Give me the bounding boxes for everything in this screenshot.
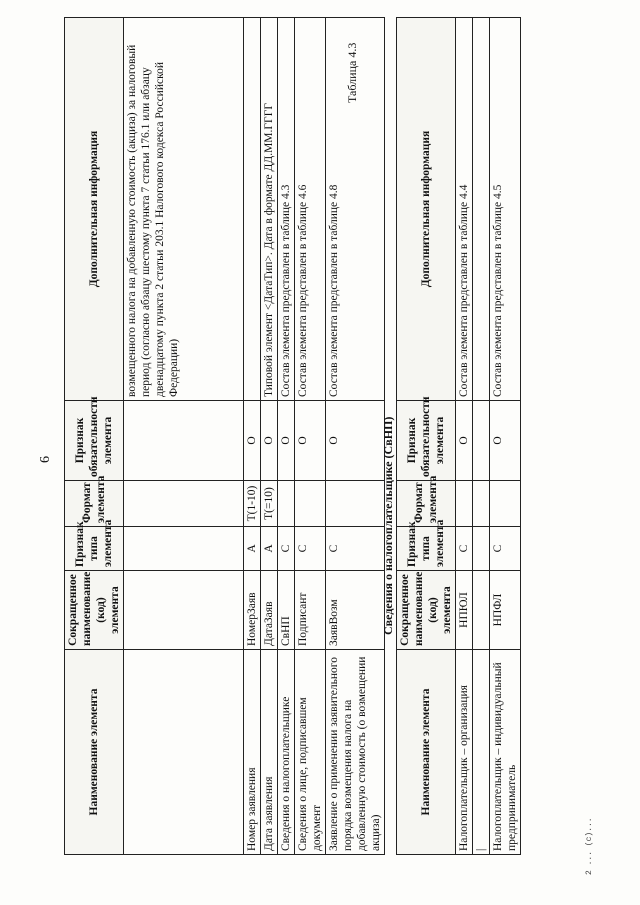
table-cell: Состав элемента представлен в таблице 4.4	[456, 18, 473, 401]
table-cell: НПФЛ	[490, 571, 521, 650]
table-row	[124, 18, 244, 855]
table-cell: О	[244, 401, 261, 481]
table-cell: НПЮЛ	[456, 571, 473, 650]
table-cell: НомерЗаяв	[244, 571, 261, 650]
table-cell: Т(=10)	[261, 481, 278, 527]
table-cell: Состав элемента представлен в таблице 4.8	[326, 18, 385, 401]
table-cell: С	[278, 527, 295, 571]
header-cell: Сокращенное наименование (код) элемента	[65, 571, 124, 650]
header-cell: Формат элемента	[397, 481, 456, 527]
table-row	[261, 18, 278, 855]
table-row	[244, 18, 261, 855]
table-cell	[124, 401, 244, 481]
table-row	[278, 18, 295, 855]
table-cell	[124, 571, 244, 650]
elements-table	[64, 17, 385, 855]
header-cell: Наименование элемента	[397, 650, 456, 855]
table-cell	[295, 481, 326, 527]
table-cell	[124, 527, 244, 571]
header-cell: Признак типа элемента	[65, 527, 124, 571]
header-cell: Признак типа элемента	[397, 527, 456, 571]
table-cell: Заявление о применении заявительного порядка возмещения налога на добавленную стоимость (о возмещении акциза)	[326, 650, 385, 855]
table-cell: С	[295, 527, 326, 571]
table-cell	[473, 18, 490, 401]
table-cell: Налогоплательщик – организация	[456, 650, 473, 855]
header-cell: Признак обязательности элемента	[397, 401, 456, 481]
header-cell: Признак обязательности элемента	[65, 401, 124, 481]
table-cell	[473, 481, 490, 527]
table-cell: возмещенного налога на добавленную стоимость (акциза) за налоговый период (согласно абзацу шестому пункта 7 статьи 176.1 или абзацу двенадцатому пункта 2 статьи 203.1 Налогового кодекса Российской Федерации)	[124, 18, 244, 401]
table-cell: ДатаЗаяв	[261, 571, 278, 650]
table-cell: О	[278, 401, 295, 481]
header-cell: Наименование элемента	[65, 650, 124, 855]
table-cell	[473, 401, 490, 481]
table-header-row	[397, 18, 456, 855]
table-cell: С	[456, 527, 473, 571]
table-cell: Номер заявления	[244, 650, 261, 855]
table-cell: Дата заявления	[261, 650, 278, 855]
table-row	[295, 18, 326, 855]
table-cell	[473, 571, 490, 650]
table-cell: С	[490, 527, 521, 571]
table-cell: Т(1-10)	[244, 481, 261, 527]
header-cell: Дополнительная информация	[65, 18, 124, 401]
table-cell: А	[261, 527, 278, 571]
table-cell: СвНП	[278, 571, 295, 650]
table-cell	[244, 18, 261, 401]
table-cell: Состав элемента представлен в таблице 4.6	[295, 18, 326, 401]
table-cell: О	[456, 401, 473, 481]
header-cell: Формат элемента	[65, 481, 124, 527]
table-cell: Состав элемента представлен в таблице 4.5	[490, 18, 521, 401]
table-cell: Типовой элемент <ДатаТип>. Дата в формате ДД.ММ.ГГГГ	[261, 18, 278, 401]
table-cell	[473, 527, 490, 571]
table-cell: Налогоплательщик – индивидуальный предприниматель	[490, 650, 521, 855]
table-row	[326, 18, 385, 855]
header-cell: Сокращенное наименование (код) элемента	[397, 571, 456, 650]
table-row	[490, 18, 521, 855]
table-cell	[124, 650, 244, 855]
table-cell: Сведения о налогоплательщике	[278, 650, 295, 855]
table-cell: О	[261, 401, 278, 481]
table-cell: О	[326, 401, 385, 481]
table-cell	[124, 481, 244, 527]
table-cell: ЗаявВозм	[326, 571, 385, 650]
table-cell: С	[326, 527, 385, 571]
table-header-row	[65, 18, 124, 855]
table-title: Сведения о налогоплательщике (СвНП)	[381, 416, 395, 635]
table-cell	[490, 481, 521, 527]
table-cell: О	[295, 401, 326, 481]
table-cell: |	[473, 650, 490, 855]
table-cell	[326, 481, 385, 527]
footer-stamp: 2 ... (c)...	[585, 817, 594, 875]
page-number: 6	[38, 456, 53, 463]
table-row	[456, 18, 473, 855]
header-cell: Дополнительная информация	[397, 18, 456, 401]
table-cell	[278, 481, 295, 527]
table-label: Таблица 4.3	[345, 42, 359, 103]
taxpayer-table	[396, 17, 521, 855]
table-cell	[456, 481, 473, 527]
table-cell: Подписант	[295, 571, 326, 650]
table-row	[473, 18, 490, 855]
table-cell: Сведения о лице, подписавшем документ	[295, 650, 326, 855]
table-cell: А	[244, 527, 261, 571]
table-cell: Состав элемента представлен в таблице 4.3	[278, 18, 295, 401]
table-cell: О	[490, 401, 521, 481]
